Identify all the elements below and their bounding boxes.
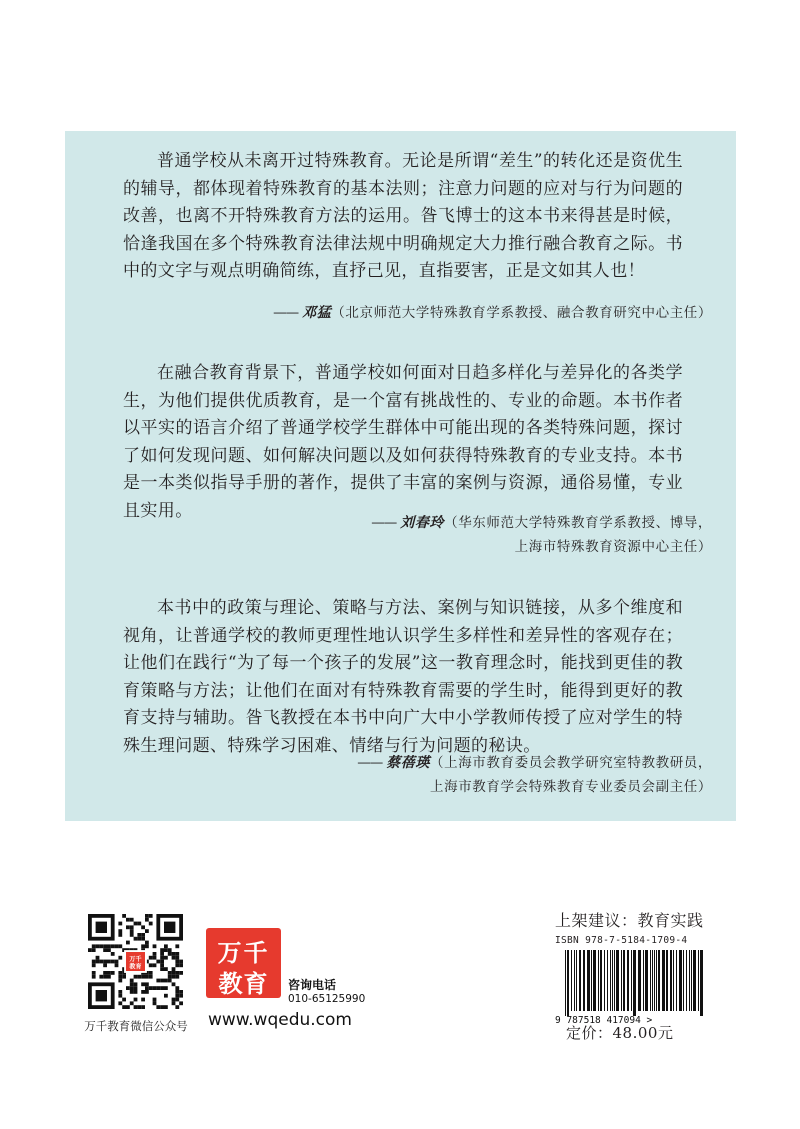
reviewer-title: （华东师范大学特殊教育学系教授、博导， (444, 515, 712, 531)
reviews-panel (65, 131, 736, 821)
website-url: www.wqedu.com (208, 1010, 352, 1030)
qr-caption: 万千教育微信公众号 (84, 1019, 188, 1033)
review-text-3: 本书中的政策与理论、策略与方法、案例与知识链接，从多个维度和视角，让普通学校的教师更理性地认识学生多样性和差异性的客观存在；让他们在践行“为了每一个孩子的发展”这一教育理念时，能找到更佳的教育策略与方法；让他们在面对有特殊教育需要的学生时，能得到更好的教育支持与辅助。昝飞教授在本书中向广大中小学教师传授了应对学生的特殊生理问题、特殊学习困难、情绪与行为问题的秘诀。 (123, 598, 683, 756)
review-attribution-3 (357, 751, 712, 799)
reviewer-name: 蔡蓓瑛 (386, 755, 430, 771)
reviewer-title-line2: 上海市特殊教育资源中心主任） (514, 539, 712, 555)
logo-line2: 教育 (218, 970, 269, 998)
barcode (555, 950, 710, 1025)
barcode-digits: 9 787518 417094 > (555, 1015, 653, 1025)
review-text-1: 普通学校从未离开过特殊教育。无论是所谓“差生”的转化还是资优生的辅导，都体现着特殊教育的基本法则；注意力问题的应对与行为问题的改善，也离不开特殊教育方法的运用。昝飞博士的这本书来得甚是时候，恰逢我国在多个特殊教育法律法规中明确规定大力推行融合教育之际。书中的文字与观点明确简练，直抒己见，直指要害，正是文如其人也！ (123, 151, 683, 281)
attribution-dash: —— (357, 755, 383, 771)
price: 定价：48.00元 (566, 1024, 674, 1042)
isbn-text: ISBN 978-7-5184-1709-4 (555, 935, 688, 946)
review-text-2: 在融合教育背景下，普通学校如何面对日趋多样化与差异化的各类学生，为他们提供优质教育，是一个富有挑战性的、专业的命题。本书作者以平实的语言介绍了普通学校学生群体中可能出现的各类特殊问题，探讨了如何发现问题、如何解决问题以及如何获得特殊教育的专业支持。本书是一本类似指导手册的著作，提供了丰富的案例与资源，通俗易懂，专业且实用。 (123, 363, 683, 521)
reviewer-title-line2: 上海市教育学会特殊教育专业委员会副主任） (430, 779, 712, 795)
attribution-dash: —— (273, 305, 299, 321)
qr-code-image (88, 914, 183, 1009)
shelf-suggestion: 上架建议：教育实践 (555, 911, 704, 930)
logo-line1: 万千 (217, 939, 270, 967)
reviewer-name: 邓猛 (302, 305, 332, 321)
publisher-logo (206, 928, 281, 998)
attribution-dash: —— (371, 515, 397, 531)
qr-badge-text-bottom: 教育 (129, 963, 142, 971)
reviewer-name: 刘春玲 (400, 515, 445, 531)
review-attribution-2 (371, 511, 712, 559)
hotline-label: 咨询电话 (288, 978, 337, 992)
review-attribution-1 (273, 301, 712, 325)
qr-badge-text-top: 万千 (129, 956, 142, 964)
reviewer-title: （上海市教育委员会教学研究室特教教研员， (430, 755, 712, 771)
reviewer-title: （北京师范大学特殊教育学系教授、融合教育研究中心主任） (331, 305, 712, 321)
phone-number: 010-65125990 (288, 993, 366, 1005)
